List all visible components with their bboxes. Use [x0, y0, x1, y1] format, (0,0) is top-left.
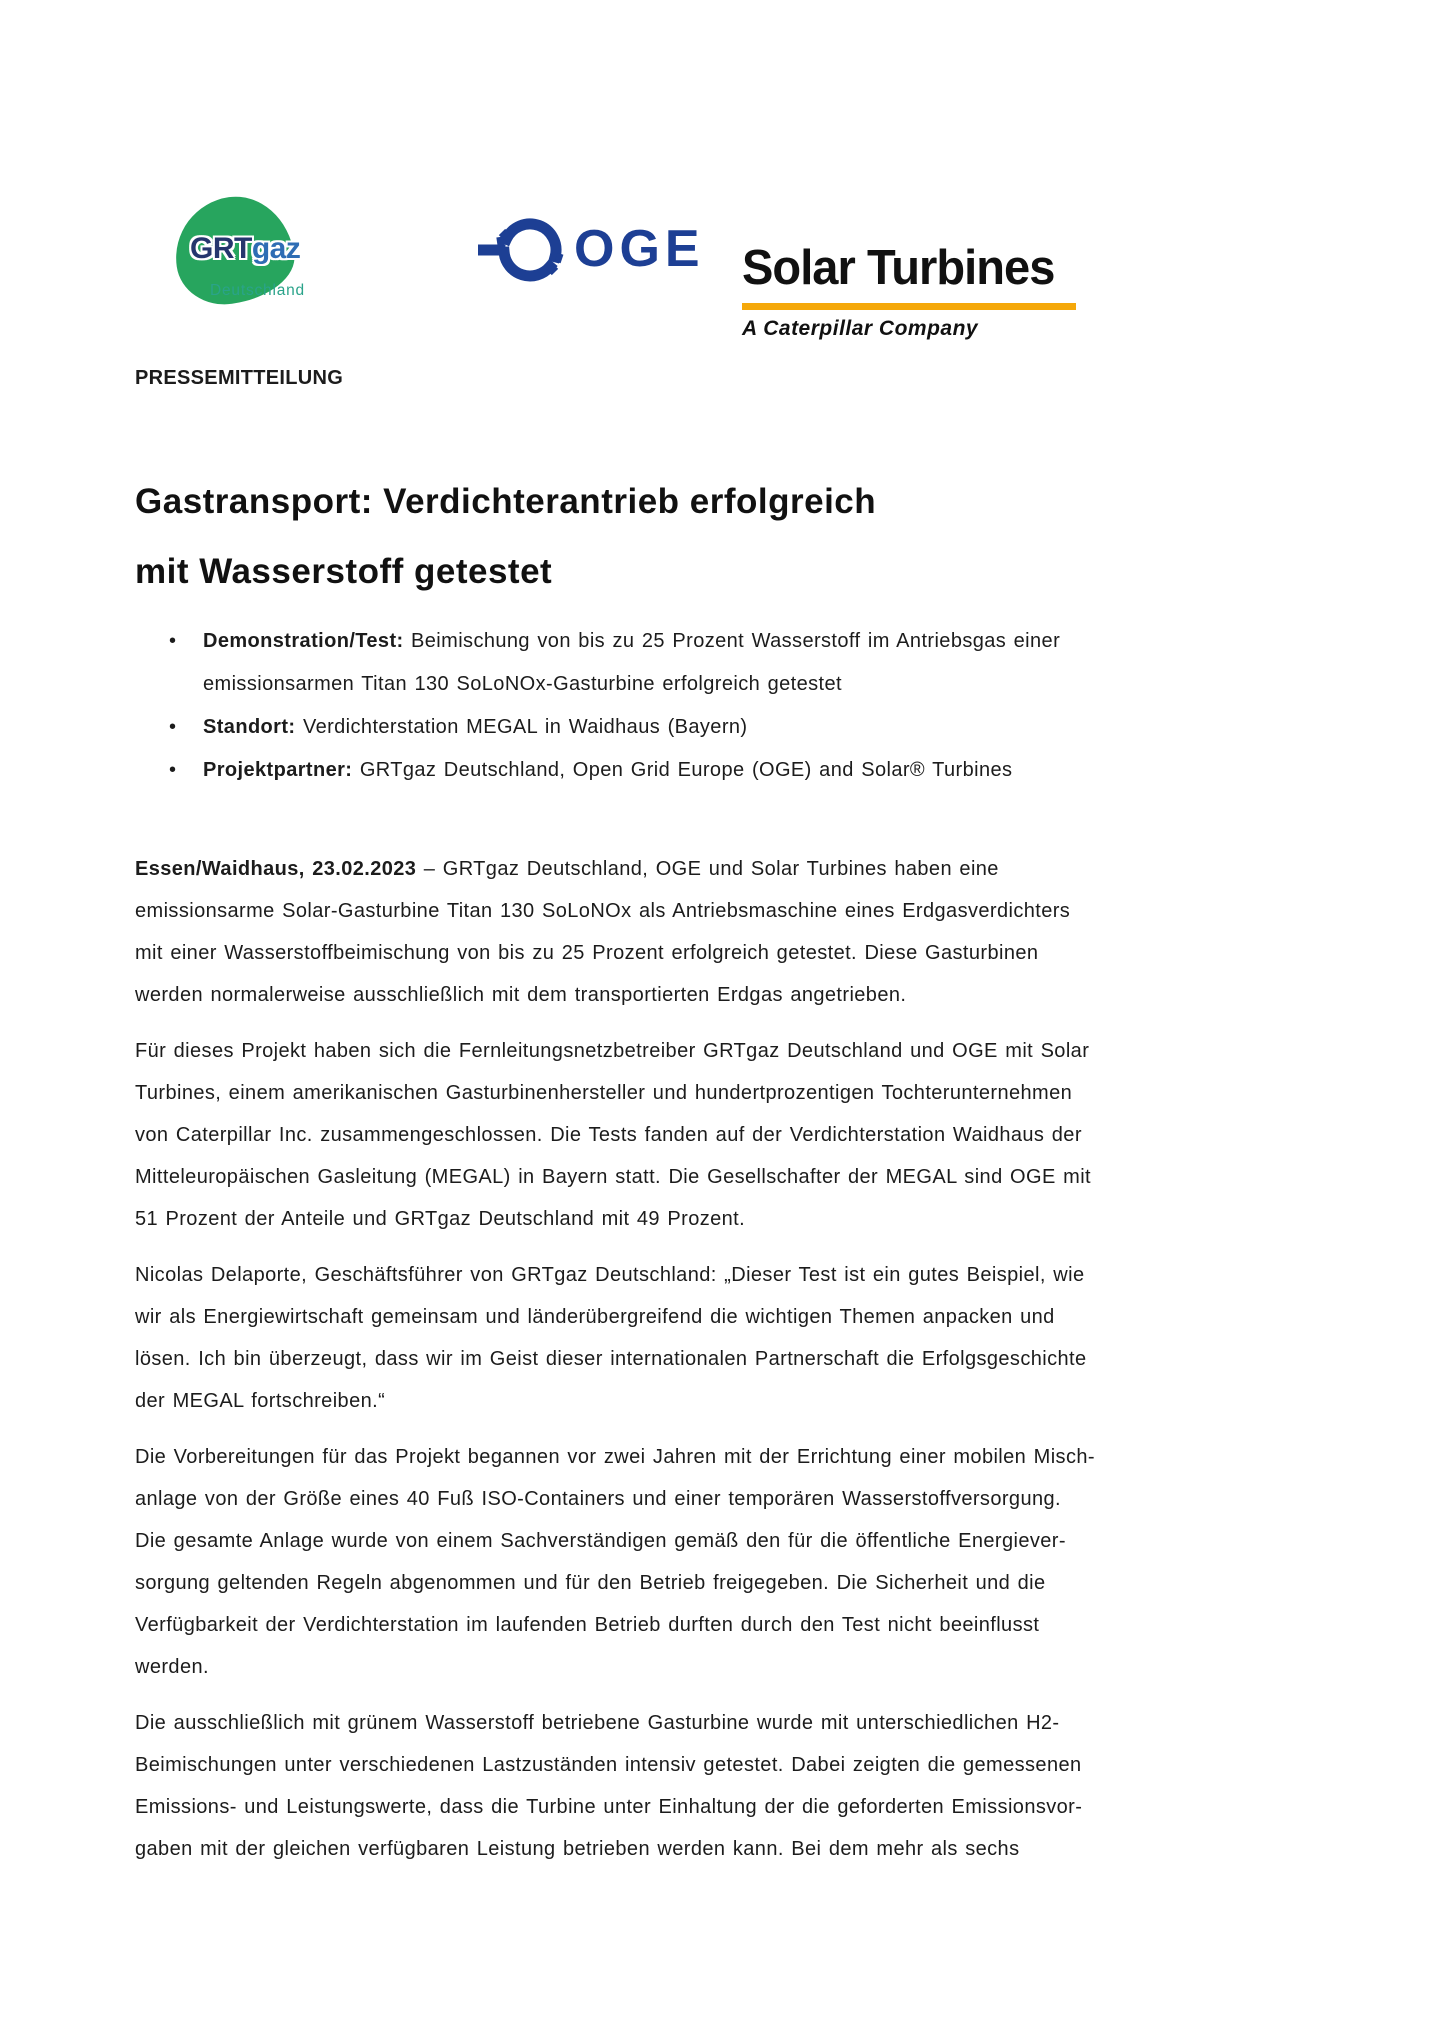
bullet-label: Standort:	[203, 716, 303, 738]
text-line: werden normalerweise ausschließlich mit dem transportierten Erdgas angetrieben.	[135, 984, 907, 1006]
oge-logo	[478, 210, 728, 295]
solar-turbines-logo	[742, 241, 1076, 341]
text-line: sorgung geltenden Regeln abgenommen und für den Betrieb freigegeben. Die Sicherheit und die	[135, 1572, 1046, 1594]
grtgaz-logo	[150, 152, 320, 312]
headline-line-2: mit Wasserstoff getestet	[135, 552, 553, 591]
oge-circle-arrows-icon	[478, 210, 566, 290]
text-line: Emissions- und Leistungswerte, dass die Turbine unter Einhaltung der die geforderten Emissionsvor-	[135, 1796, 1083, 1818]
text-line: Die Vorbereitungen für das Projekt begannen vor zwei Jahren mit der Errichtung einer mobilen Misch-	[135, 1446, 1095, 1468]
text-line: Die ausschließlich mit grünem Wasserstoff betriebene Gasturbine wurde mit unterschiedlichen H2-	[135, 1712, 1060, 1734]
grtgaz-wordmark-grt: GRT	[190, 232, 252, 265]
text-line: 51 Prozent der Anteile und GRTgaz Deutschland mit 49 Prozent.	[135, 1208, 746, 1230]
grtgaz-wordmark	[190, 232, 300, 266]
body-paragraphs	[135, 848, 1315, 1884]
bullet-item	[135, 706, 1060, 749]
text-line: anlage von der Größe eines 40 Fuß ISO-Containers und einer temporären Wasserstoffversorgung.	[135, 1488, 1061, 1510]
text-line: • Demonstration/Test: Beimischung von bis zu 25 Prozent Wasserstoff im Antriebsgas einer	[203, 630, 1061, 652]
bullet-label: Projektpartner:	[203, 759, 360, 781]
oge-wordmark: OGE	[574, 220, 705, 278]
paragraph	[135, 848, 1315, 1016]
text-line: emissionsarmen Titan 130 SoLoNOx-Gasturbine erfolgreich getestet	[203, 673, 842, 695]
paragraph	[135, 1030, 1315, 1240]
text-line: • Standort: Verdichterstation MEGAL in Waidhaus (Bayern)	[203, 716, 748, 738]
text-line: Turbines, einem amerikanischen Gasturbinenhersteller und hundertprozentigen Tochterunternehmen	[135, 1082, 1073, 1104]
text-line: werden.	[135, 1656, 209, 1678]
text-line: Für dieses Projekt haben sich die Fernleitungsnetzbetreiber GRTgaz Deutschland und OGE mit Solar	[135, 1040, 1090, 1062]
paragraph	[135, 1254, 1315, 1422]
headline-line-1: Gastransport: Verdichterantrieb erfolgreich	[135, 482, 877, 521]
text-line: • Projektpartner: GRTgaz Deutschland, Open Grid Europe (OGE) and Solar® Turbines	[203, 759, 1013, 781]
text-line: von Caterpillar Inc. zusammengeschlossen. Die Tests fanden auf der Verdichterstation Waidhaus der	[135, 1124, 1082, 1146]
kicker-pressemitteilung: PRESSEMITTEILUNG	[135, 367, 344, 389]
text-line: Beimischungen unter verschiedenen Lastzuständen intensiv getestet. Dabei zeigten die gemessenen	[135, 1754, 1082, 1776]
solar-turbines-underline	[742, 303, 1076, 310]
grtgaz-wordmark-gaz: gaz	[251, 232, 301, 265]
grtgaz-country-label: Deutschland	[210, 282, 305, 299]
dateline: Essen/Waidhaus, 23.02.2023	[135, 858, 424, 880]
text-line: lösen. Ich bin überzeugt, dass wir im Geist dieser internationalen Partnerschaft die Erfolgsgeschichte	[135, 1348, 1087, 1370]
text-line: Nicolas Delaporte, Geschäftsführer von GRTgaz Deutschland: „Dieser Test ist ein gutes Beispiel, wie	[135, 1264, 1085, 1286]
text-line: emissionsarme Solar-Gasturbine Titan 130 SoLoNOx als Antriebsmaschine eines Erdgasverdichters	[135, 900, 1071, 922]
bullet-label: Demonstration/Test:	[203, 630, 412, 652]
bullet-item	[135, 749, 1060, 792]
text-line: Essen/Waidhaus, 23.02.2023 – GRTgaz Deutschland, OGE und Solar Turbines haben eine	[135, 858, 999, 880]
headline	[135, 467, 876, 607]
paragraph	[135, 1702, 1315, 1870]
text-line: Mitteleuropäischen Gasleitung (MEGAL) in Bayern statt. Die Gesellschafter der MEGAL sind OGE mit	[135, 1166, 1092, 1188]
bullet-item	[135, 620, 1060, 706]
text-line: wir als Energiewirtschaft gemeinsam und länderübergreifend die wichtigen Themen anpacken und	[135, 1306, 1055, 1328]
paragraph	[135, 1436, 1315, 1688]
text-line: Die gesamte Anlage wurde von einem Sachverständigen gemäß den für die öffentliche Energiever-	[135, 1530, 1066, 1552]
text-line: der MEGAL fortschreiben.“	[135, 1390, 386, 1412]
solar-turbines-wordmark: Solar Turbines	[742, 241, 1055, 295]
text-line: gaben mit der gleichen verfügbaren Leistung betrieben werden kann. Bei dem mehr als sechs	[135, 1838, 1020, 1860]
text-line: Verfügbarkeit der Verdichterstation im laufenden Betrieb durften durch den Test nicht beeinflusst	[135, 1614, 1040, 1636]
text-line: mit einer Wasserstoffbeimischung von bis zu 25 Prozent erfolgreich getestet. Diese Gasturbinen	[135, 942, 1039, 964]
caterpillar-tagline: A Caterpillar Company	[742, 317, 979, 340]
bullet-list	[135, 620, 1060, 792]
